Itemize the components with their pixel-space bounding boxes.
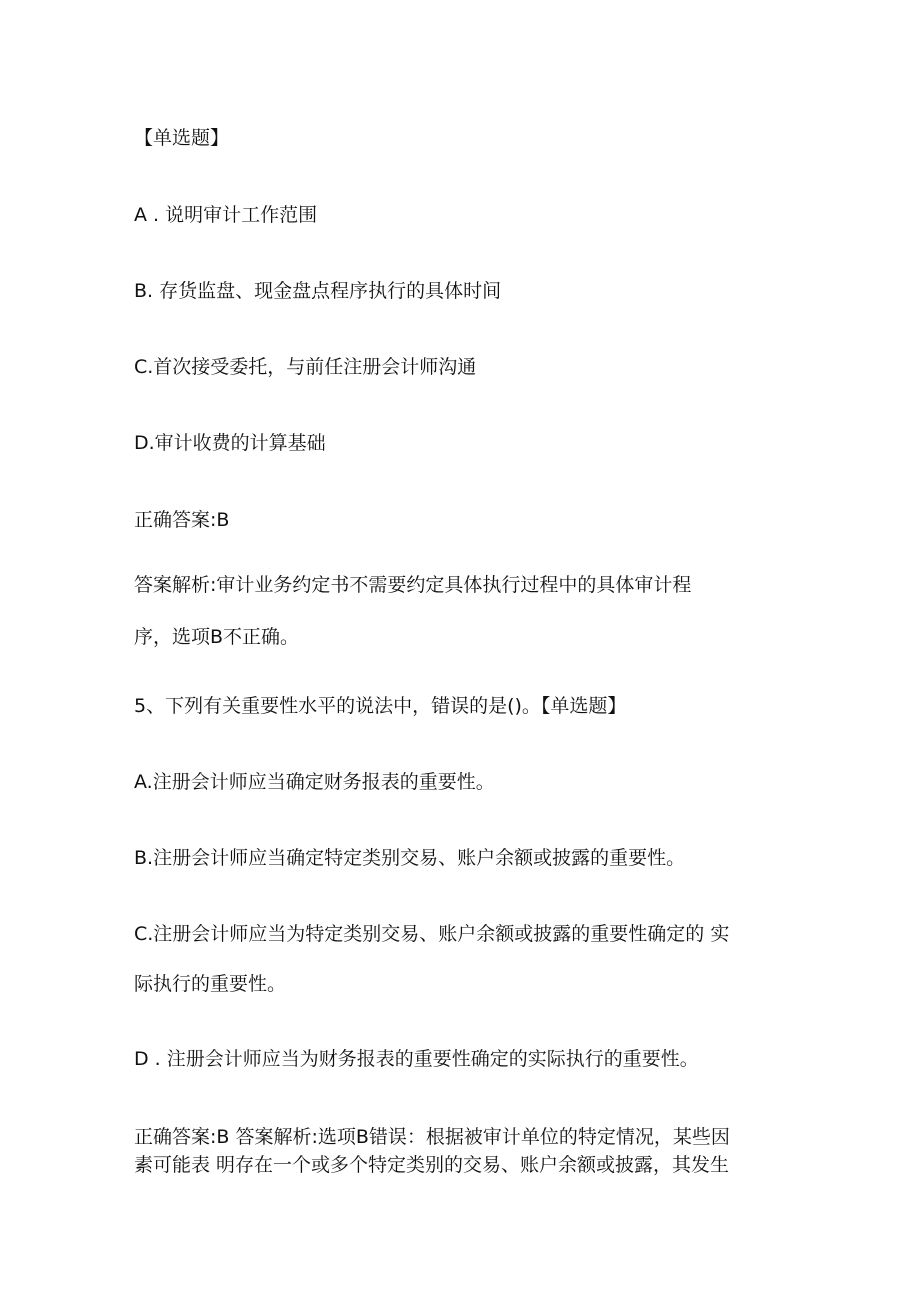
q5-option-c-line-1: C.注册会计师应当为特定类别交易、账户余额或披露的重要性确定的 实	[134, 923, 730, 945]
q5-option-d: D . 注册会计师应当为财务报表的重要性确定的实际执行的重要性。	[134, 1048, 699, 1070]
q4-option-d: D.审计收费的计算基础	[134, 432, 326, 454]
q4-option-a: A . 说明审计工作范围	[134, 204, 318, 226]
q4-answer: 正确答案:B	[134, 509, 230, 531]
q5-option-c-line-2: 际执行的重要性。	[134, 973, 287, 995]
q5-option-a: A.注册会计师应当确定财务报表的重要性。	[134, 771, 495, 793]
q4-type-tag: 【单选题】	[134, 127, 230, 149]
q5-answer-line-2: 素可能表 明存在一个或多个特定类别的交易、账户余额或披露，其发生	[134, 1154, 730, 1176]
q5-option-b: B.注册会计师应当确定特定类别交易、账户余额或披露的重要性。	[134, 847, 686, 869]
q4-explanation-line-1: 答案解析:审计业务约定书不需要约定具体执行过程中的具体审计程	[134, 574, 692, 596]
q4-option-b: B. 存货监盘、现金盘点程序执行的具体时间	[134, 280, 502, 302]
q5-question: 5、下列有关重要性水平的说法中，错误的是()。【单选题】	[134, 695, 627, 717]
q4-option-c: C.首次接受委托，与前任注册会计师沟通	[134, 356, 477, 378]
q4-explanation-line-2: 序，选项B不正确。	[134, 626, 300, 648]
q5-answer-line-1: 正确答案:B 答案解析:选项B错误：根据被审计单位的特定情况，某些因	[134, 1126, 730, 1148]
